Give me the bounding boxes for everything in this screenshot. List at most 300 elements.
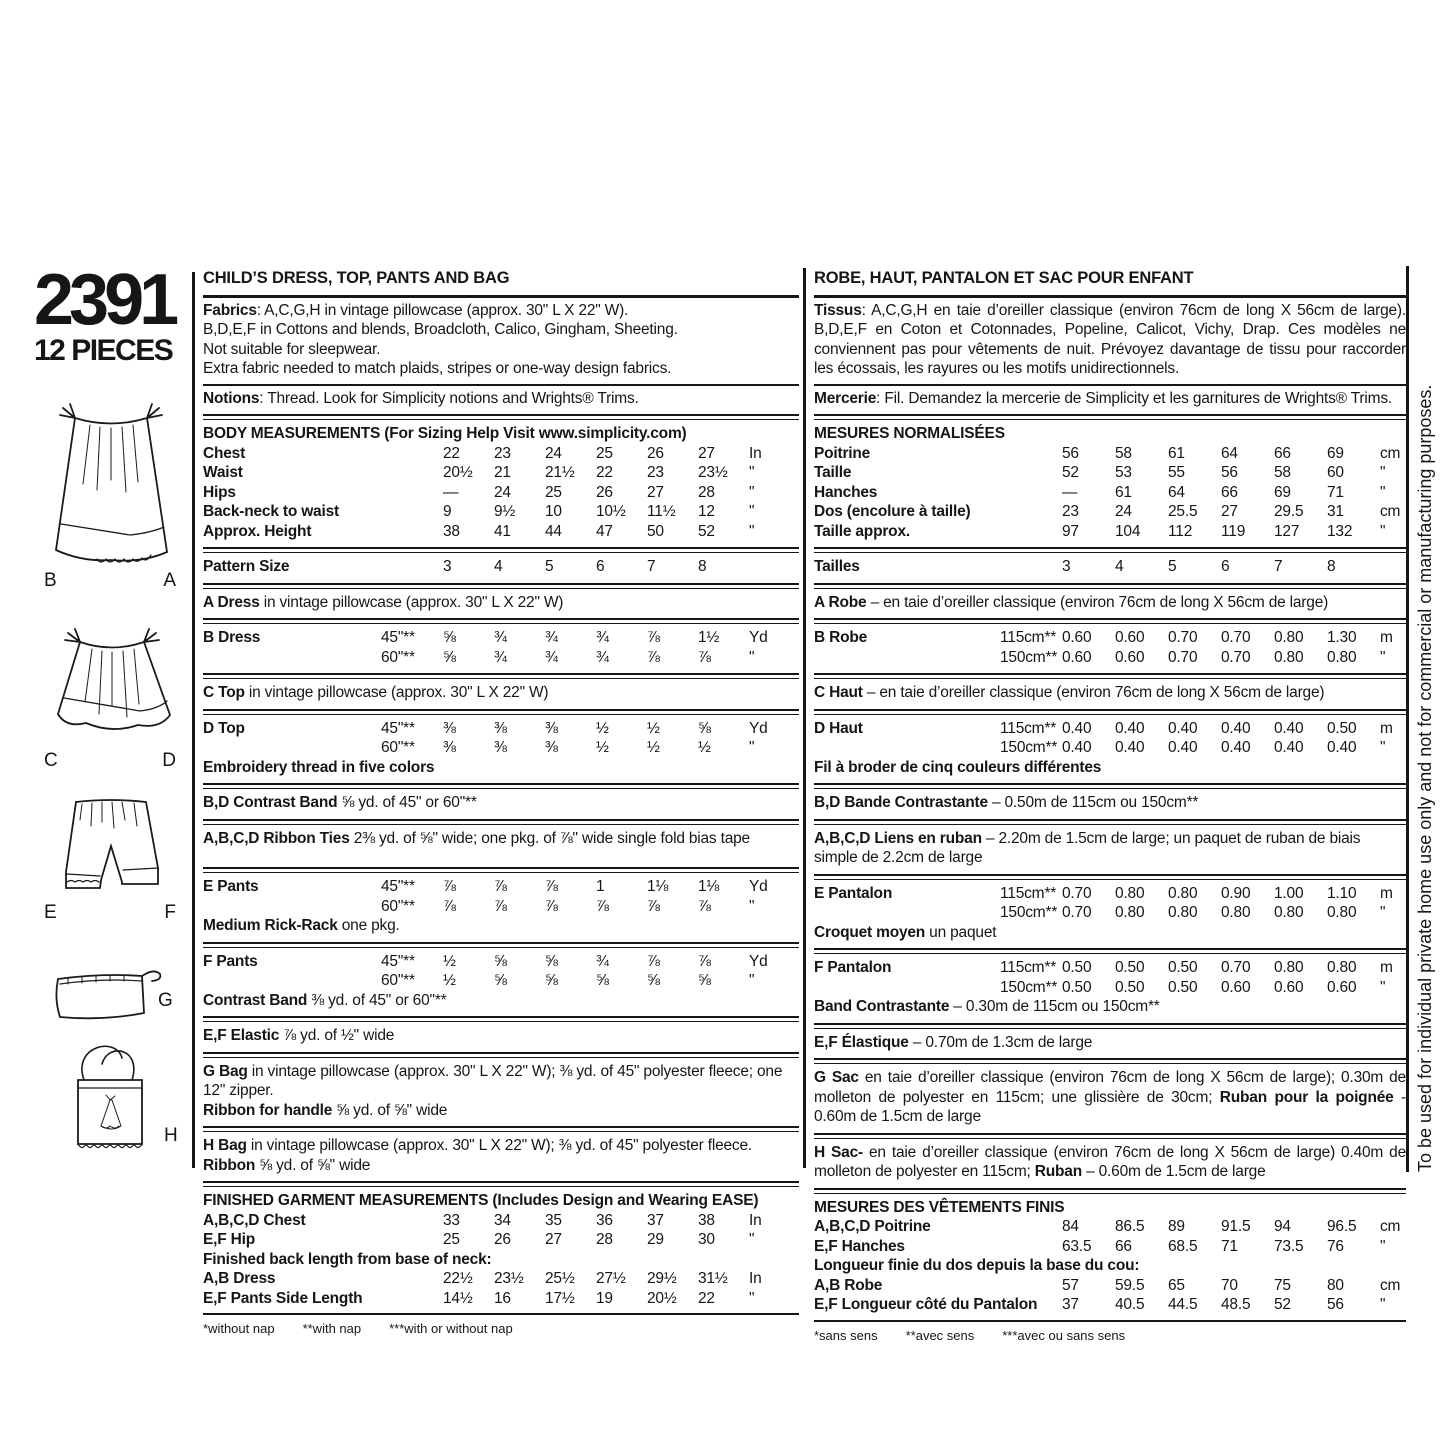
measure-row [203, 463, 799, 483]
value-cell: 12 [698, 503, 715, 520]
value-cell: 8 [1327, 558, 1336, 575]
liens-section [814, 826, 1406, 873]
width-cell: 60"** [381, 897, 415, 915]
value-cell: 56 [1062, 444, 1079, 462]
width-cell: 45"** [381, 719, 415, 737]
unit-cell: " [749, 897, 755, 915]
row-label [203, 971, 381, 991]
value-cell: 65 [1168, 1276, 1185, 1294]
width-cell: 150cm** [1000, 978, 1058, 996]
width-cell: 60"** [381, 972, 415, 989]
value-cell: 24 [494, 483, 511, 501]
value-cell: 112 [1168, 522, 1193, 540]
rule [203, 618, 799, 624]
mercerie-line: Mercerie: Fil. Demandez la mercerie de Simplicity et les garnitures de Wrights® Trims. [814, 389, 1392, 407]
value-cell: ⅝ [545, 952, 558, 970]
row-label: Approx. Height [203, 522, 312, 540]
value-cell: ⅞ [596, 897, 609, 915]
section-header: BODY MEASUREMENTS (For Sizing Help Visit www.simplicity.com) [203, 425, 687, 442]
measure-row [814, 1276, 1406, 1296]
sub-header: Finished back length from base of neck: [203, 1250, 492, 1268]
rule [203, 942, 799, 948]
rule [203, 783, 799, 789]
value-cell: 132 [1327, 522, 1353, 540]
english-column [203, 268, 799, 1339]
row-label: A,B Dress [203, 1270, 276, 1287]
value-cell: 55 [1168, 464, 1185, 481]
yardage-row [814, 719, 1406, 739]
measure-row [814, 557, 1406, 577]
rule [814, 1023, 1406, 1029]
unit-cell: " [1380, 464, 1386, 481]
row-label: A,B Robe [814, 1276, 883, 1294]
value-cell: 0.40 [1274, 739, 1304, 756]
unit-cell: " [749, 1231, 755, 1248]
value-cell: 38 [698, 1211, 715, 1229]
bd-bande-section [814, 790, 1406, 818]
tissus-section [814, 298, 1406, 384]
view-fabric-line: H Bag in vintage pillowcase (approx. 30" L X 22" W); ⅜ yd. of 45" polyester fleece. [203, 1137, 753, 1154]
value-cell: 27 [647, 483, 664, 501]
row-label: Taille approx. [814, 522, 910, 540]
measure-row [203, 522, 799, 542]
fabrics-line: Extra fabric needed to match plaids, stripes or one-way design fabrics. [203, 360, 672, 377]
rule [814, 709, 1406, 715]
view-label-h: H [164, 1125, 178, 1146]
fabrics-line: Fabrics: A,C,G,H in vintage pillowcase (approx. 30" L X 22" W). [203, 301, 629, 319]
value-cell: ¾ [596, 648, 609, 666]
width-cell: 115cm** [1000, 719, 1057, 737]
value-cell: 0.50 [1115, 959, 1145, 976]
value-cell: ¾ [494, 648, 507, 666]
unit-cell: " [1380, 648, 1386, 666]
measure-row [814, 1237, 1406, 1257]
value-cell: 27 [545, 1231, 562, 1248]
value-cell: 1½ [698, 629, 720, 646]
value-cell: 21½ [545, 464, 575, 481]
measure-row [203, 483, 799, 503]
value-cell: 24 [545, 444, 562, 462]
value-cell: ⅞ [698, 952, 711, 970]
rule [203, 1016, 799, 1022]
divider-columns [803, 268, 806, 1168]
row-label [814, 648, 1000, 668]
value-cell: ⅜ [443, 739, 456, 756]
value-cell: 0.40 [1221, 719, 1251, 737]
measure-row [203, 444, 799, 464]
value-cell: ⅝ [443, 648, 456, 666]
value-cell: 24 [1115, 503, 1132, 520]
value-cell: 56 [1221, 464, 1238, 481]
value-cell: ⅞ [647, 648, 660, 666]
value-cell: 73.5 [1274, 1237, 1304, 1255]
unit-cell: " [1380, 904, 1386, 921]
value-cell: ¾ [596, 629, 609, 646]
value-cell: 69 [1274, 483, 1291, 501]
rule [814, 1058, 1406, 1064]
unit-cell: " [749, 503, 755, 520]
unit-cell [749, 557, 799, 577]
row-label: A,B,C,D Poitrine [814, 1218, 931, 1235]
yardage-row [814, 884, 1406, 904]
value-cell: 26 [596, 483, 613, 501]
rule [203, 819, 799, 825]
row-label [203, 738, 381, 758]
notion-line: A,B,C,D Ribbon Ties 2⅜ yd. of ⅝" wide; one pkg. of ⅞" wide single fold bias tape [203, 829, 750, 847]
value-cell: 40.5 [1115, 1296, 1145, 1313]
unit-cell: Yd [749, 878, 768, 895]
dress-illustration [42, 392, 180, 568]
view-fabric-line: G Bag in vintage pillowcase (approx. 30" L X 22" W); ⅜ yd. of 45" polyester fleece; one 12" zipper. [203, 1062, 783, 1099]
value-cell: 1.30 [1327, 629, 1357, 646]
pattern-size-section [203, 554, 799, 582]
unit-cell: " [749, 1289, 755, 1307]
value-cell: ⅜ [494, 719, 507, 737]
row-label: E,F Longueur côté du Pantalon [814, 1296, 1038, 1313]
value-cell: 29½ [647, 1270, 677, 1287]
unit-cell: m [1380, 884, 1393, 902]
row-label: Dos (encolure à taille) [814, 503, 971, 520]
value-cell: 0.80 [1115, 884, 1145, 902]
value-cell: 71 [1327, 483, 1344, 501]
bag-h-illustration [58, 1042, 162, 1158]
row-label [203, 897, 381, 917]
yardage-row [203, 877, 799, 897]
notion-line: B,D Bande Contrastante – 0.50m de 115cm ou 150cm** [814, 794, 1199, 811]
divider-right [1406, 266, 1409, 1172]
value-cell: 16 [494, 1289, 511, 1307]
value-cell: 0.50 [1327, 719, 1357, 737]
measure-row [814, 444, 1406, 464]
unit-cell: " [749, 483, 755, 501]
measure-row [203, 1230, 799, 1250]
unit-cell: m [1380, 959, 1393, 976]
row-label: E,F Hip [203, 1231, 255, 1248]
contrast-band-line: Contrast Band ⅜ yd. of 45" or 60"** [203, 991, 447, 1009]
value-cell: 0.40 [1062, 739, 1092, 756]
value-cell: 68.5 [1168, 1237, 1198, 1255]
rule [814, 783, 1406, 789]
row-label [814, 903, 1000, 923]
value-cell: 0.70 [1168, 648, 1198, 666]
view-label-d: D [162, 750, 176, 771]
value-cell: ⅞ [647, 897, 660, 915]
e-pantalon-yardage [814, 881, 1406, 948]
value-cell: 34 [494, 1211, 511, 1229]
value-cell: 66 [1221, 483, 1238, 501]
view-fabric-line: A Dress in vintage pillowcase (approx. 30" L X 22" W) [203, 593, 564, 611]
measure-row [814, 1217, 1406, 1237]
value-cell: 1 [596, 878, 605, 895]
value-cell: 0.60 [1274, 978, 1304, 996]
width-cell: 115cm** [1000, 884, 1057, 902]
value-cell: 50 [647, 522, 664, 540]
row-label: Hips [203, 483, 236, 501]
value-cell: 1⅛ [698, 878, 720, 895]
value-cell: 0.70 [1062, 884, 1092, 902]
value-cell: — [1062, 483, 1078, 501]
value-cell: 0.60 [1115, 648, 1145, 666]
value-cell: 10½ [596, 503, 626, 520]
row-label: E Pants [203, 878, 259, 895]
value-cell: 127 [1274, 522, 1300, 540]
value-cell: 70 [1221, 1276, 1238, 1294]
width-cell: 150cm** [1000, 904, 1058, 921]
unit-cell: In [749, 1270, 762, 1287]
measure-row [203, 1269, 799, 1289]
value-cell: — [443, 483, 459, 501]
english-title: CHILD’S DRESS, TOP, PANTS AND BAG [203, 269, 510, 287]
value-cell: 0.40 [1115, 719, 1145, 737]
value-cell: ⅞ [698, 897, 711, 915]
b-dress-yardage [203, 625, 799, 672]
value-cell: 0.80 [1274, 959, 1304, 976]
width-cell: 45"** [381, 629, 415, 646]
value-cell: 38 [443, 522, 460, 540]
rule [814, 1188, 1406, 1194]
value-cell: 20½ [647, 1289, 677, 1307]
value-cell: 0.80 [1274, 648, 1304, 666]
value-cell: 20½ [443, 464, 473, 481]
value-cell: 76 [1327, 1237, 1344, 1255]
value-cell: 59.5 [1115, 1276, 1145, 1294]
value-cell: 25 [596, 444, 613, 462]
unit-cell: " [1380, 483, 1386, 501]
view-fabric-line: C Top in vintage pillowcase (approx. 30" L X 22" W) [203, 684, 549, 701]
value-cell: 27½ [596, 1270, 626, 1287]
notion-line: Ribbon for handle ⅝ yd. of ⅝" wide [203, 1101, 448, 1119]
yardage-row [203, 628, 799, 648]
row-label: E Pantalon [814, 884, 893, 902]
value-cell: 27 [698, 444, 715, 462]
value-cell: 6 [596, 558, 605, 575]
notion-line: E,F Elastic ⅞ yd. of ½" wide [203, 1027, 395, 1044]
value-cell: 22 [443, 444, 460, 462]
value-cell: 6 [1221, 558, 1230, 575]
row-label: E,F Pants Side Length [203, 1289, 363, 1307]
value-cell: 0.40 [1168, 739, 1198, 756]
value-cell: 0.80 [1221, 904, 1251, 921]
measure-row [814, 502, 1406, 522]
view-label-c: C [44, 750, 58, 771]
c-haut-section [814, 680, 1406, 708]
value-cell: 89 [1168, 1218, 1185, 1235]
value-cell: ¾ [596, 952, 609, 970]
value-cell: ½ [596, 739, 609, 756]
value-cell: 0.80 [1274, 904, 1304, 921]
value-cell: 37 [647, 1211, 664, 1229]
rule [814, 414, 1406, 420]
fabrics-section [203, 298, 799, 384]
value-cell: 66 [1274, 444, 1291, 462]
value-cell: ¾ [494, 629, 507, 646]
unit-cell: " [1380, 522, 1386, 540]
notion-line: Ribbon ⅝ yd. of ⅝" wide [203, 1156, 371, 1174]
value-cell: 0.80 [1327, 959, 1357, 976]
rule [814, 618, 1406, 624]
value-cell: 19 [596, 1289, 613, 1307]
value-cell: 8 [698, 558, 707, 575]
bag-g-illustration [42, 965, 166, 1027]
finished-measurements-section [203, 1188, 799, 1313]
width-cell: 60"** [381, 739, 415, 756]
value-cell: 96.5 [1327, 1218, 1357, 1235]
b-robe-yardage [814, 625, 1406, 672]
value-cell: 27 [1221, 503, 1238, 520]
unit-cell: cm [1380, 444, 1401, 462]
value-cell: 61 [1168, 444, 1185, 462]
row-label: D Top [203, 719, 245, 737]
view-fabric-line: H Sac- en taie d’oreiller classique (environ 76cm de long X 56cm de large) 0.40m de molleton de polyester en 115cm; Ruban – 0.60m de 1.5cm de large [814, 1143, 1406, 1180]
rule [203, 673, 799, 679]
footnote-item: **with nap [302, 1321, 362, 1336]
unit-cell: In [749, 444, 762, 462]
value-cell: 14½ [443, 1289, 473, 1307]
view-fabric-line: C Haut – en taie d’oreiller classique (environ 76cm de long X 56cm de large) [814, 684, 1325, 701]
value-cell: 0.50 [1115, 978, 1145, 996]
unit-cell: " [1380, 1237, 1386, 1255]
measure-row [203, 1289, 799, 1309]
width-cell: 60"** [381, 648, 415, 666]
value-cell: 52 [698, 522, 715, 540]
croquet-line: Croquet moyen un paquet [814, 923, 997, 941]
view-label-f: F [164, 902, 176, 923]
value-cell: 25½ [545, 1270, 575, 1287]
value-cell: 0.50 [1062, 978, 1092, 996]
row-label: B Dress [203, 629, 261, 646]
value-cell: ⅝ [647, 972, 660, 989]
value-cell: ⅝ [443, 629, 456, 646]
value-cell: ⅞ [494, 897, 507, 915]
rule [203, 414, 799, 420]
unit-cell: " [1380, 978, 1386, 996]
value-cell: ½ [443, 952, 456, 970]
value-cell: 64 [1221, 444, 1238, 462]
value-cell: 0.50 [1168, 959, 1198, 976]
notions-section [203, 386, 799, 414]
section-header: FINISHED GARMENT MEASUREMENTS (Includes Design and Wearing EASE) [203, 1192, 759, 1209]
yardage-row [814, 958, 1406, 978]
value-cell: 25 [545, 483, 562, 501]
row-label: Taille [814, 464, 852, 481]
value-cell: 17½ [545, 1289, 575, 1307]
value-cell: 3 [1062, 558, 1071, 575]
value-cell: 26 [494, 1231, 511, 1248]
unit-cell: " [749, 739, 755, 756]
value-cell: 47 [596, 522, 613, 540]
value-cell: ⅝ [545, 972, 558, 989]
value-cell: 0.40 [1115, 739, 1145, 756]
measure-row [814, 483, 1406, 503]
rule [814, 673, 1406, 679]
value-cell: 11½ [647, 503, 676, 520]
unit-cell: " [1380, 1296, 1386, 1313]
f-pantalon-yardage [814, 955, 1406, 1022]
value-cell: 10 [545, 503, 562, 520]
value-cell: 0.80 [1274, 629, 1304, 646]
measure-row [814, 463, 1406, 483]
value-cell: ⅞ [545, 897, 558, 915]
value-cell: 57 [1062, 1276, 1079, 1294]
value-cell: 7 [647, 558, 656, 575]
value-cell: 0.70 [1221, 959, 1251, 976]
row-label: Hanches [814, 483, 878, 501]
fabrics-line: B,D,E,F in Cottons and blends, Broadcloth, Calico, Gingham, Sheeting. [203, 321, 678, 338]
value-cell: 37 [1062, 1296, 1079, 1313]
value-cell: 33 [443, 1211, 460, 1229]
rule [203, 583, 799, 589]
value-cell: 97 [1062, 522, 1079, 540]
value-cell: 0.70 [1062, 904, 1092, 921]
value-cell: 25.5 [1168, 503, 1198, 520]
value-cell: 1.10 [1327, 884, 1357, 902]
a-robe-section [814, 590, 1406, 618]
row-label: F Pantalon [814, 959, 892, 976]
row-label: F Pants [203, 952, 258, 970]
d-haut-yardage [814, 716, 1406, 783]
value-cell: 22 [698, 1289, 715, 1307]
value-cell: 3 [443, 558, 452, 575]
pattern-number: 2391 [34, 260, 175, 340]
value-cell: ⅝ [494, 952, 507, 970]
unit-cell: Yd [749, 719, 768, 737]
value-cell: 94 [1274, 1218, 1291, 1235]
unit-cell: cm [1380, 1276, 1401, 1294]
value-cell: 60 [1327, 464, 1344, 481]
measure-row [203, 502, 799, 522]
value-cell: 23 [1062, 503, 1079, 520]
value-cell: ⅞ [443, 878, 456, 895]
value-cell: ⅞ [494, 878, 507, 895]
c-top-section [203, 680, 799, 708]
row-label: E,F Hanches [814, 1237, 905, 1255]
value-cell: 0.80 [1327, 648, 1357, 666]
bd-contrast-band-section [203, 790, 799, 818]
value-cell: ½ [596, 719, 609, 737]
value-cell: 36 [596, 1211, 613, 1229]
value-cell: 29.5 [1274, 503, 1304, 520]
unit-cell: " [1380, 739, 1386, 756]
unit-cell: Yd [749, 629, 768, 646]
tailles-section [814, 554, 1406, 582]
section-header: MESURES NORMALISÉES [814, 425, 1005, 442]
rick-rack-line: Medium Rick-Rack one pkg. [203, 917, 400, 934]
unit-cell: In [749, 1211, 762, 1229]
sub-header: Longueur finie du dos depuis la base du cou: [814, 1257, 1140, 1274]
value-cell: 44 [545, 522, 562, 540]
value-cell: 71 [1221, 1237, 1238, 1255]
value-cell: 56 [1327, 1296, 1344, 1313]
footnote-item: ***with or without nap [389, 1321, 513, 1336]
value-cell: ⅜ [545, 739, 558, 756]
rule [203, 1052, 799, 1058]
value-cell: 0.70 [1221, 648, 1251, 666]
yardage-row [814, 738, 1406, 758]
value-cell: ⅞ [698, 648, 711, 666]
measure-row [203, 1211, 799, 1231]
value-cell: 104 [1115, 522, 1141, 540]
value-cell: ⅝ [698, 972, 711, 989]
h-bag-section [203, 1133, 799, 1180]
value-cell: 5 [545, 558, 554, 575]
value-cell: 58 [1115, 444, 1132, 462]
value-cell: 0.70 [1168, 629, 1198, 646]
notion-line: A,B,C,D Liens en ruban – 2.20m de 1.5cm de large; un paquet de ruban de biais simple de 2.2cm de large [814, 829, 1361, 866]
unit-cell: " [749, 464, 755, 481]
width-cell: 115cm** [1000, 959, 1057, 976]
value-cell: 7 [1274, 558, 1283, 575]
yardage-row [814, 978, 1406, 998]
